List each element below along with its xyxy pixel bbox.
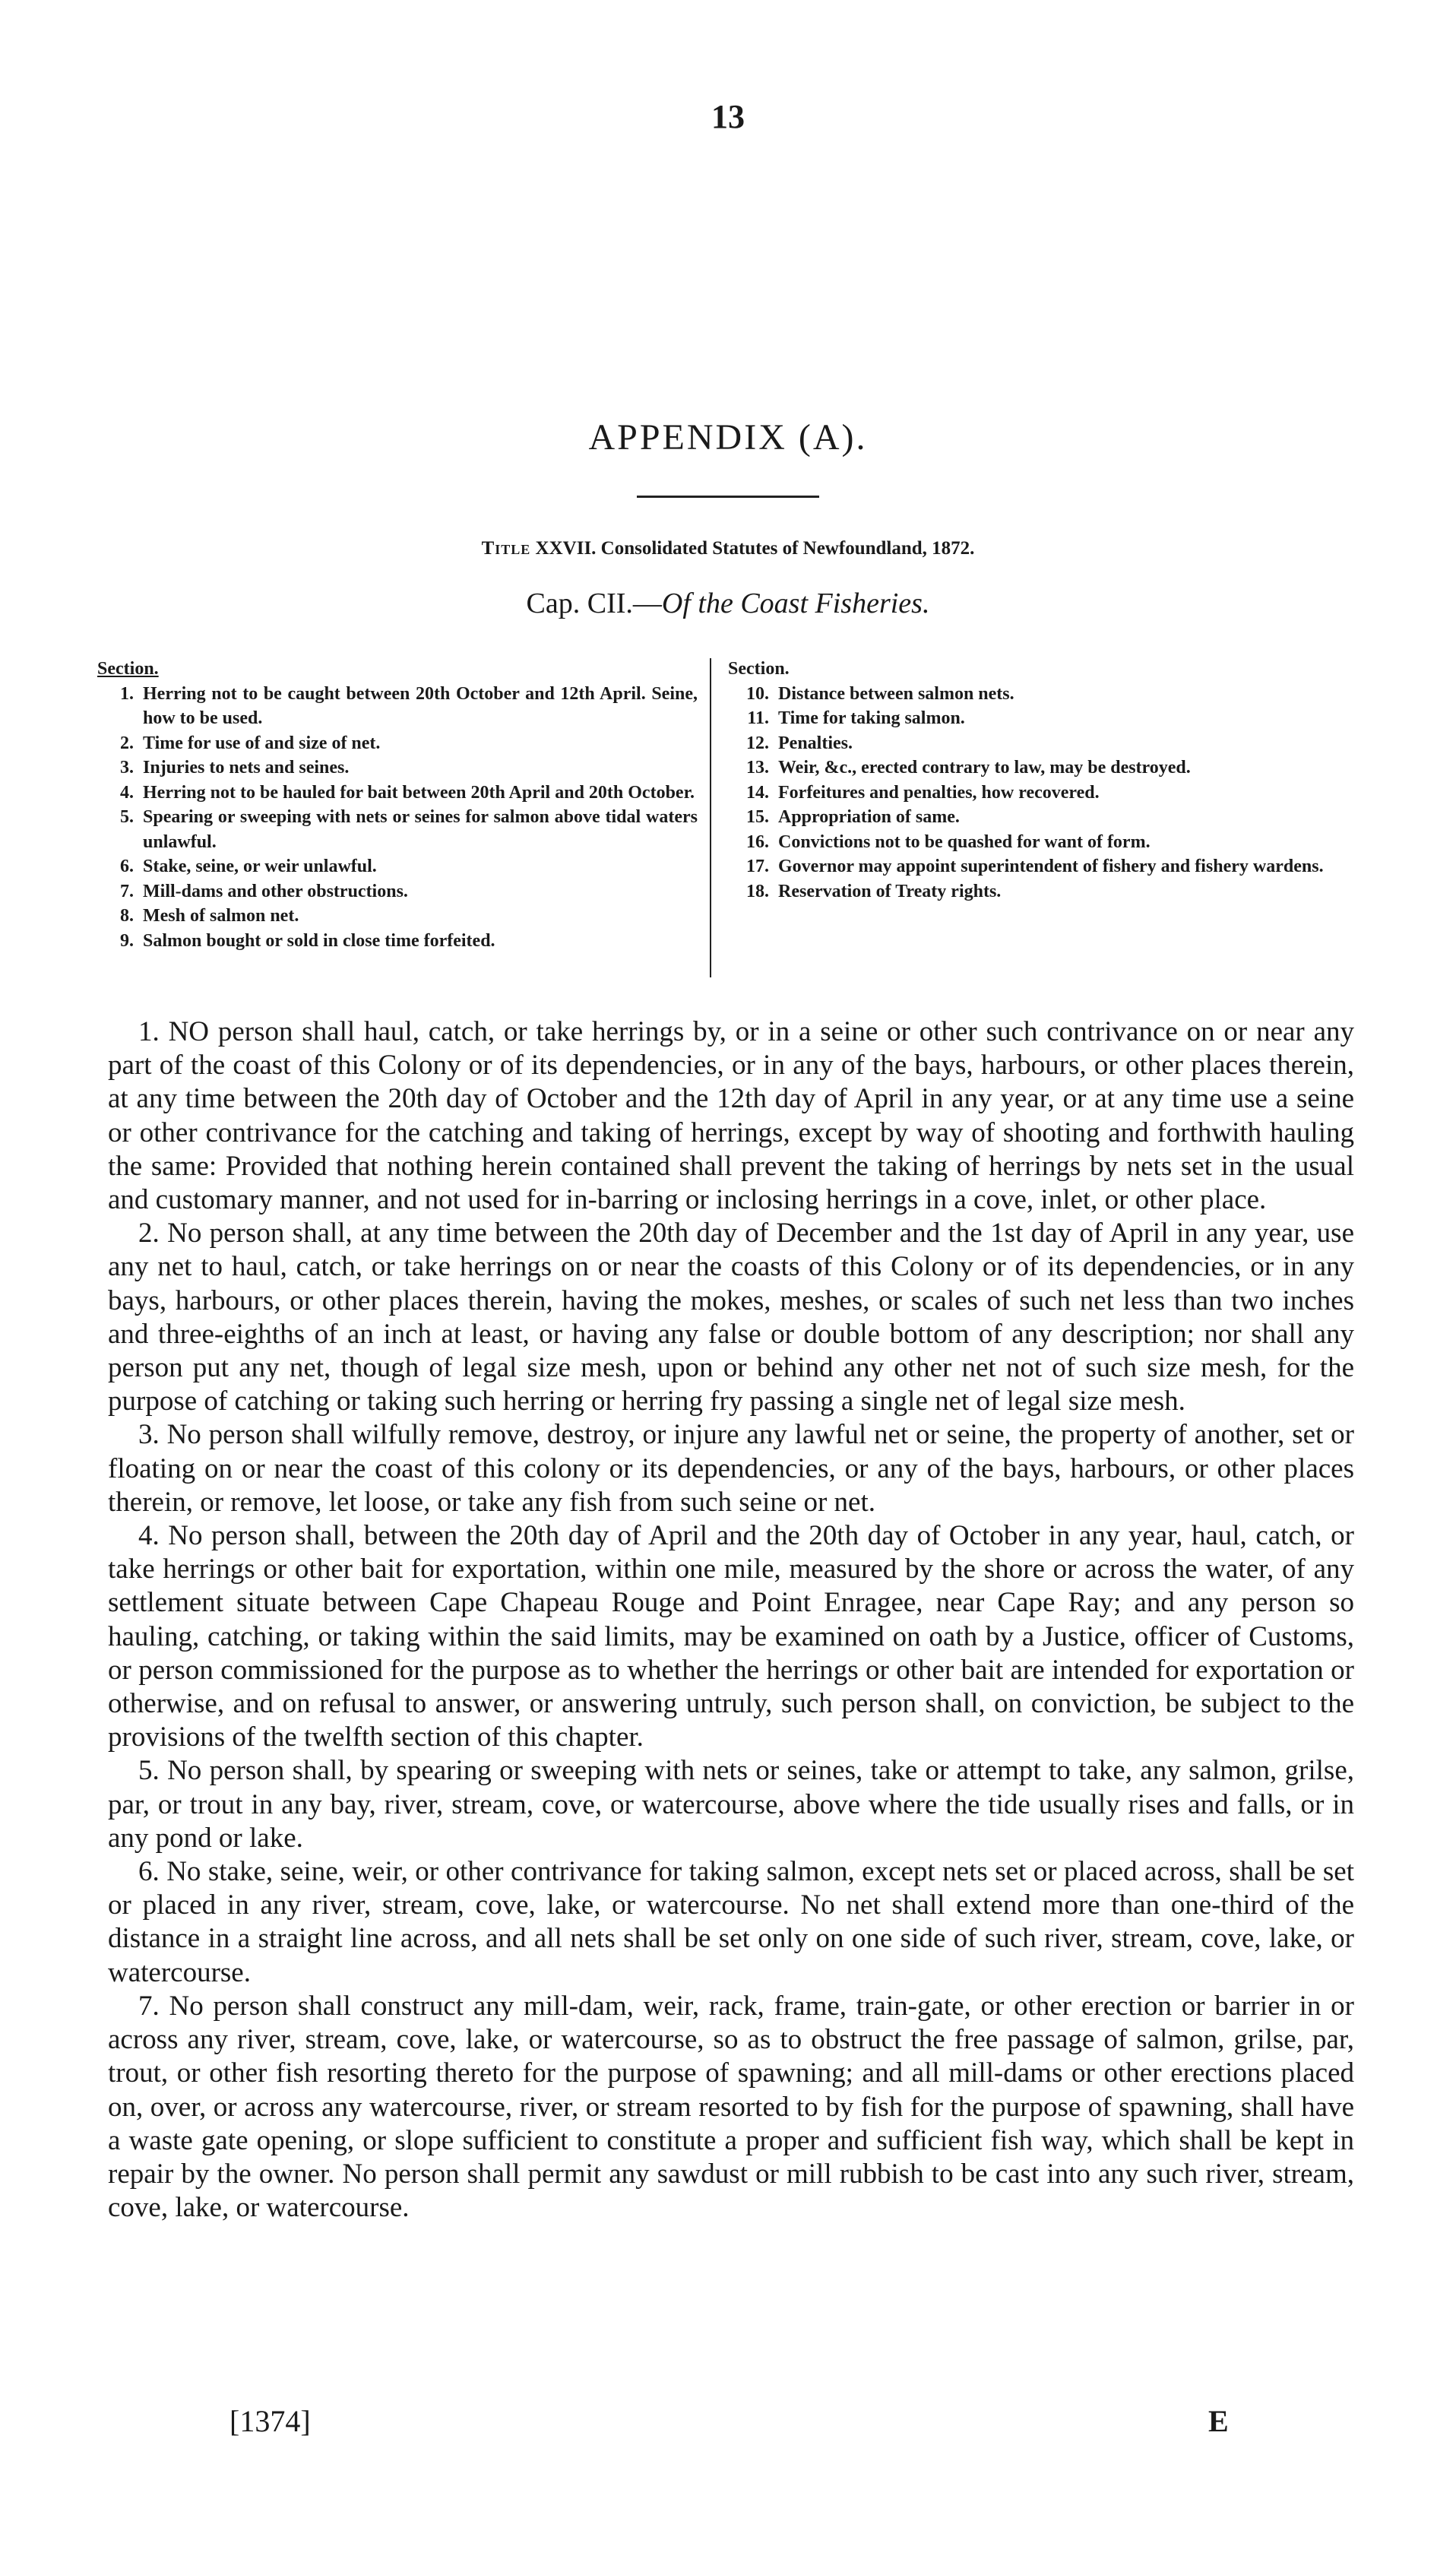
chapter-subject: Of the Coast Fisheries.	[661, 588, 930, 619]
section-summary: Time for use of and size of net.	[143, 733, 381, 753]
page-number: 13	[711, 98, 745, 135]
page-footer	[0, 2403, 1456, 2449]
statute-paragraph: 5. No person shall, by spearing or sweeping with nets or seines, take or attempt to take, any salmon, grilse, par, or trout in any bay, river, stream, cove, or watercourse, above where the tide usually rises and falls, or in any pond or lake.	[108, 1755, 1354, 1854]
section-summary: Mesh of salmon net.	[143, 906, 299, 926]
signature-mark: E	[1208, 2404, 1229, 2438]
section-number: 17.	[746, 857, 769, 876]
section-summary: Appropriation of same.	[778, 807, 960, 827]
section-summary: Governor may appoint superintendent of fishery and fishery wardens.	[778, 857, 1324, 876]
section-number: 4.	[120, 782, 134, 803]
section-summary: Spearing or sweeping with nets or seines for salmon above tidal waters unlawful.	[143, 807, 698, 852]
section-index-entry	[728, 830, 1359, 855]
section-summary: Penalties.	[778, 733, 853, 753]
section-summary: Herring not to be hauled for bait between 20th April and 20th October.	[143, 782, 695, 803]
section-number: 16.	[746, 831, 769, 852]
section-summary: Distance between salmon nets.	[778, 683, 1014, 704]
statute-paragraph: 1. NO person shall haul, catch, or take herrings by, or in a seine or other such contrivance on or near any part of the coast of this Colony or of its dependencies, or in any of the bays, harbours, or other places therein, at any time between the 20th day of October and the 12th day of April in any year, or at any time use a seine or other contrivance for the catching and taking of herrings, except by way of shooting and forthwith hauling the same: Provided that nothing herein contained shall prevent the taking of herrings by nets set in the usual and customary manner, and not used for in-barring or inclosing herrings in a cove, inlet, or other place.	[108, 1016, 1354, 1216]
section-index-entry	[97, 682, 698, 731]
section-index-heading: Section.	[97, 659, 159, 679]
section-number: 6.	[120, 857, 134, 876]
section-index-entry	[97, 805, 698, 854]
section-summary: Weir, &c., erected contrary to law, may be destroyed.	[778, 758, 1191, 778]
section-summary: Herring not to be caught between 20th October and 12th April. Seine, how to be used.	[143, 683, 698, 728]
statute-paragraph: 7. No person shall construct any mill-dam, weir, rack, frame, train-gate, or other erection or barrier in or across any river, stream, cove, lake, or watercourse, so as to obstruct the free passage of salmon, grilse, par, trout, or other fish resorting thereto for the purpose of spawning; and all mill-dams or other erections placed on, over, or across any watercourse, river, or stream resorted to by fish for the purpose of spawning, shall have a waste gate opening, or slope sufficient to constitute a proper and sufficient fish way, which shall be kept in repair by the owner. No person shall permit any sawdust or mill rubbish to be cast into any such river, stream, cove, lake, or watercourse.	[108, 1990, 1354, 2224]
statute-reference: XXVII. Consolidated Statutes of Newfoundland, 1872.	[530, 538, 975, 559]
section-index-entry	[97, 929, 698, 954]
section-number: 8.	[120, 906, 134, 926]
section-index-right-column	[728, 657, 1359, 904]
section-index-entry	[97, 879, 698, 904]
title-rule	[637, 496, 819, 498]
section-number: 14.	[746, 782, 769, 803]
section-number: 18.	[746, 881, 769, 901]
statute-title-line	[0, 538, 1456, 559]
section-number: 2.	[120, 733, 134, 753]
section-index-entry	[728, 682, 1359, 707]
statute-paragraph: 3. No person shall wilfully remove, destroy, or injure any lawful net or seine, the property of another, set or floating on or near the coast of this colony or its dependencies, or any of the bays, harbours, or other places therein, or remove, let loose, or take any fish from such seine or net.	[108, 1419, 1354, 1518]
section-summary: Injuries to nets and seines.	[143, 758, 350, 778]
chapter-heading	[0, 587, 1456, 620]
section-number: 13.	[746, 758, 769, 778]
section-index-entry	[97, 854, 698, 879]
section-index-entry	[728, 731, 1359, 756]
section-number: 3.	[120, 758, 134, 778]
section-index-heading: Section.	[728, 659, 790, 679]
section-number: 1.	[120, 683, 134, 704]
section-index-entry	[728, 755, 1359, 781]
section-number: 12.	[746, 733, 769, 753]
section-index-left-column	[97, 657, 698, 953]
section-number: 10.	[746, 683, 769, 704]
appendix-title: APPENDIX (A).	[588, 417, 868, 458]
statute-body	[108, 1015, 1354, 2225]
chapter-number: Cap. CII.—	[526, 588, 662, 619]
statute-paragraph: 2. No person shall, at any time between the 20th day of December and the 1st day of April in any year, use any net to haul, catch, or take herrings on or near the coasts of this Colony or of its dependencies, or in any bays, harbours, or other places therein, having the mokes, meshes, or scales of such net less than two inches and three-eighths of an inch at least, or having any false or double bottom of any description; nor shall any person put any net, though of legal size mesh, upon or behind any other net not of such size mesh, for the purpose of catching or taking such herring or herring fry passing a single net of legal size mesh.	[108, 1218, 1354, 1417]
section-summary: Stake, seine, or weir unlawful.	[143, 857, 377, 876]
section-index-entry	[728, 805, 1359, 830]
section-summary: Mill-dams and other obstructions.	[143, 881, 408, 901]
print-code: [1374]	[229, 2404, 311, 2438]
section-index-entry	[728, 706, 1359, 731]
section-index-entry	[97, 781, 698, 806]
section-number: 15.	[746, 807, 769, 827]
section-summary: Reservation of Treaty rights.	[778, 881, 1002, 901]
section-index-entry	[728, 781, 1359, 806]
section-number: 5.	[120, 807, 134, 827]
title-word: Title	[481, 538, 531, 559]
section-summary: Salmon bought or sold in close time forfeited.	[143, 930, 495, 951]
statute-paragraph: 6. No stake, seine, weir, or other contrivance for taking salmon, except nets set or placed across, shall be set or placed in any river, stream, cove, lake, or watercourse. No net shall extend more than one-third of the distance in a straight line across, and all nets shall be set only on one side of such river, stream, cove, lake, or watercourse.	[108, 1856, 1354, 1988]
statute-paragraph: 4. No person shall, between the 20th day of April and the 20th day of October in any year, haul, catch, or take herrings or other bait for exportation, within one mile, measured by the shore or across the water, of any settlement situate between Cape Chapeau Rouge and Point Enragee, near Cape Ray; and any person so hauling, catching, or taking within the said limits, may be examined on oath by a Justice, officer of Customs, or person commissioned for the purpose as to whether the herrings or other bait are intended for exportation or otherwise, and on refusal to answer, or answering untruly, such person shall, on conviction, be subject to the provisions of the twelfth section of this chapter.	[108, 1520, 1354, 1753]
section-number: 11.	[747, 708, 769, 728]
column-divider	[710, 658, 711, 977]
section-index-entry	[97, 731, 698, 756]
section-index-entry	[728, 854, 1359, 879]
section-summary: Time for taking salmon.	[778, 708, 965, 728]
section-number: 9.	[120, 930, 134, 951]
section-index-entry	[97, 755, 698, 781]
section-summary: Forfeitures and penalties, how recovered.	[778, 782, 1100, 803]
section-summary: Convictions not to be quashed for want of form.	[778, 831, 1151, 852]
section-index-entry	[97, 904, 698, 929]
section-index-entry	[728, 879, 1359, 904]
section-number: 7.	[120, 881, 134, 901]
